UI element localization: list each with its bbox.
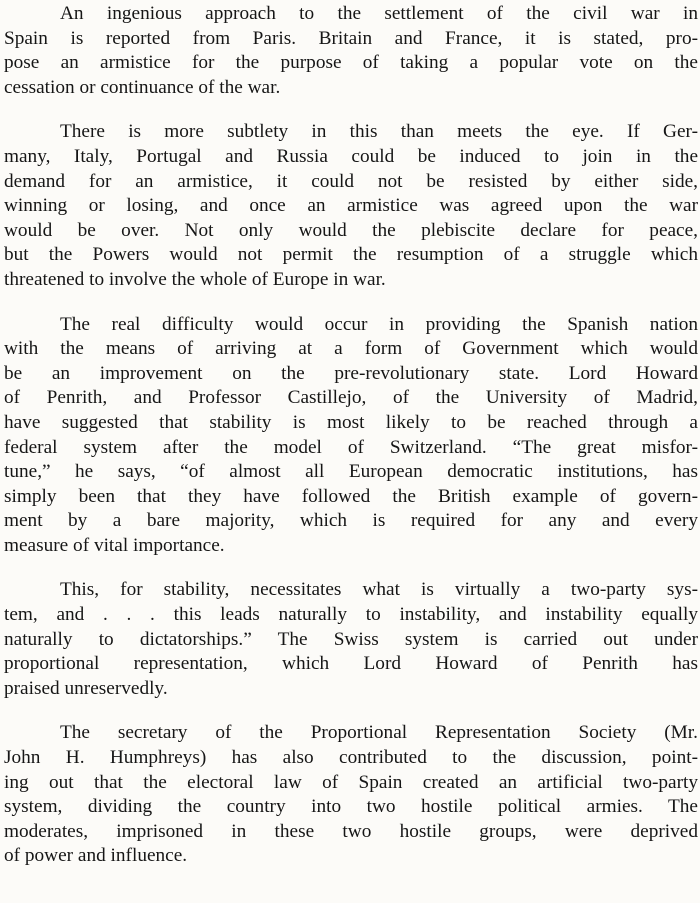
text-line: of power and influence. (4, 845, 188, 867)
text-line: with the means of arriving at a form of Government which would (4, 338, 698, 360)
text-line: have suggested that stability is most likely to be reached through a (4, 411, 698, 433)
text-line: The real difficulty would occur in providing the Spanish nation (60, 313, 698, 335)
text-line: naturally to dictatorships.” The Swiss system is carried out under (4, 628, 698, 650)
text-line: system, dividing the country into two hostile political armies. The (4, 796, 698, 818)
text-line: tem, and . . . this leads naturally to instability, and instability equally (4, 604, 698, 626)
text-line: Spain is reported from Paris. Britain and France, it is stated, pro- (4, 27, 698, 49)
text-line: threatened to involve the whole of Europe in war. (4, 268, 386, 290)
text-line: cessation or continuance of the war. (4, 76, 281, 98)
text-line: moderates, imprisoned in these two hostile groups, were deprived (4, 820, 698, 842)
text-line: ing out that the electoral law of Spain created an artificial two-party (4, 771, 698, 793)
text-line: many, Italy, Portugal and Russia could be induced to join in the (4, 145, 698, 167)
text-line: The secretary of the Proportional Representation Society (Mr. (60, 722, 698, 744)
article-body (4, 2, 698, 869)
paragraph-gap (4, 701, 698, 721)
paragraph-5 (4, 721, 698, 869)
text-line: tune,” he says, “of almost all European democratic institutions, has (4, 461, 698, 483)
text-line: proportional representation, which Lord Howard of Penrith has (4, 653, 698, 675)
text-line: This, for stability, necessitates what is virtually a two-party sys- (60, 579, 698, 601)
text-line: pose an armistice for the purpose of taking a popular vote on the (4, 52, 698, 74)
text-line: be an improvement on the pre-revolutionary state. Lord Howard (4, 362, 698, 384)
paragraph-gap (4, 100, 698, 120)
paragraph-2 (4, 120, 698, 292)
text-line: An ingenious approach to the settlement of the civil war in (60, 3, 698, 24)
text-line: ment by a bare majority, which is required for any and every (4, 510, 698, 532)
text-line: winning or losing, and once an armistice was agreed upon the war (4, 195, 698, 217)
paragraph-gap (4, 293, 698, 313)
text-line: federal system after the model of Switzerland. “The great misfor- (4, 436, 698, 458)
text-line: measure of vital importance. (4, 534, 225, 556)
paragraph-4 (4, 578, 698, 701)
text-line: simply been that they have followed the British example of govern- (4, 485, 698, 507)
paragraph-1 (4, 2, 698, 100)
text-line: praised unreservedly. (4, 677, 168, 699)
text-line: of Penrith, and Professor Castillejo, of the University of Madrid, (4, 387, 698, 409)
text-line: would be over. Not only would the plebiscite declare for peace, (4, 219, 698, 241)
text-line: demand for an armistice, it could not be resisted by either side, (4, 170, 698, 192)
paragraph-3 (4, 313, 698, 559)
text-line: John H. Humphreys) has also contributed to the discussion, point- (4, 747, 698, 769)
paragraph-gap (4, 558, 698, 578)
text-line: There is more subtlety in this than meets the eye. If Ger- (60, 121, 698, 143)
text-line: but the Powers would not permit the resumption of a struggle which (4, 244, 698, 266)
